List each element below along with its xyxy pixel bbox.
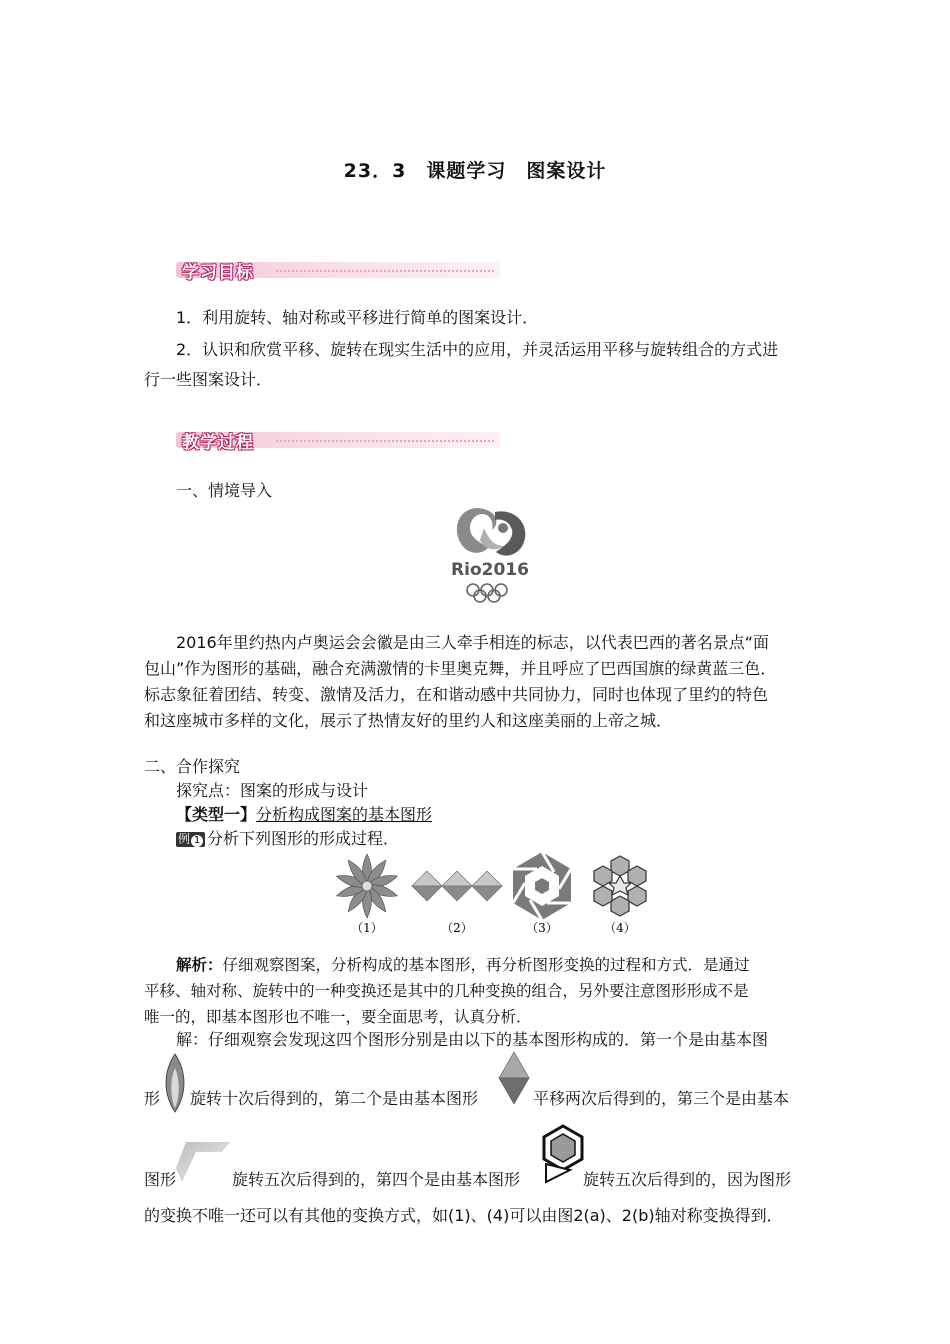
example-line	[176, 827, 776, 851]
solution-text: 平移两次后得到的，第三个是由基本	[533, 1089, 790, 1108]
diamond-basic-shape-icon	[497, 1050, 531, 1106]
paragraph-line: 包山”作为图形的基础，融合充满激情的卡里奥克舞，并且呼应了巴西国旗的绿黄蓝三色．	[144, 659, 777, 678]
section-banner-process	[176, 428, 500, 452]
paragraph-line: 2016年里约热内卢奥运会会徽是由三人牵手相连的标志，以代表巴西的著名景点“面	[176, 633, 770, 652]
petal-basic-shape-icon	[160, 1052, 190, 1114]
example-text: 分析下列图形的形成过程．	[207, 829, 400, 848]
analysis-block	[144, 952, 808, 1030]
section-label: 教学过程	[182, 433, 254, 453]
paragraph-line: 和这座城市多样的文化，展示了热情友好的里约人和这座美丽的上帝之城．	[144, 711, 673, 730]
goal-item-continued: 行一些图案设计．	[144, 370, 273, 389]
analysis-line: 唯一的，即基本图形也不唯一，要全面思考，认真分析．	[144, 1008, 532, 1026]
example-figures	[330, 852, 660, 942]
figure-4-hexagon-cluster-icon	[594, 856, 646, 916]
figure-2-diamonds-icon	[412, 871, 502, 901]
example-badge: 例 1	[176, 832, 205, 847]
solution-line: 解：仔细观察会发现这四个图形分别是由以下的基本图形构成的．第一个是由基本图	[176, 1030, 769, 1049]
figure-1-flower-icon	[335, 854, 399, 918]
solution-text: 旋转五次后得到的，第四个是由基本图形	[232, 1170, 521, 1189]
explore-point: 探究点：图案的形成与设计	[176, 781, 369, 800]
type-prefix: 【类型一】	[176, 805, 257, 824]
analysis-label: 解析：	[176, 956, 223, 974]
paragraph-line: 标志象征着团结、转变、激情及活力，在和谐动感中共同协力，同时也体现了里约的特色	[144, 685, 769, 704]
goal-item: 1．利用旋转、轴对称或平移进行简单的图案设计．	[176, 308, 539, 327]
rio-2016-logo	[440, 498, 540, 610]
type-heading	[176, 803, 776, 827]
solution-line: 的变换不唯一还可以有其他的变换方式，如(1)、(4)可以由图2(a)、2(b)轴对称变换得到．	[144, 1206, 783, 1225]
figure-caption: （4）	[604, 921, 636, 935]
figure-caption: （1）	[351, 921, 383, 935]
figure-caption: （2）	[441, 921, 473, 935]
section-banner-goals	[176, 258, 500, 282]
analysis-line: 平移、轴对称、旋转中的一种变换还是其中的几种变换的组合，另外要注意图形形成不是	[144, 982, 749, 1000]
figure-3-hexagon-rotation-icon	[513, 852, 571, 920]
rio-logo-text: Rio2016	[451, 560, 529, 580]
goals-block	[144, 306, 808, 392]
part1-paragraph	[144, 630, 808, 734]
goal-item: 2．认识和欣赏平移、旋转在现实生活中的应用，并灵活运用平移与旋转组合的方式进	[176, 340, 779, 359]
analysis-line: 仔细观察图案，分析构成的基本图形，再分析图形变换的过程和方式．是通过	[222, 956, 750, 974]
part1-heading: 一、情境导入	[176, 481, 273, 500]
section-label: 学习目标	[182, 263, 254, 283]
part2-heading: 二、合作探究	[144, 757, 241, 776]
solution-text: 形	[144, 1089, 161, 1108]
figure-caption: （3）	[526, 921, 558, 935]
hexagon-pointer-basic-shape-icon	[540, 1124, 586, 1184]
solution-text: 旋转十次后得到的，第二个是由基本图形	[190, 1089, 479, 1108]
solution-text: 图形	[144, 1170, 177, 1189]
type-title: 分析构成图案的基本图形	[256, 805, 433, 824]
solution-text: 旋转五次后得到的，因为图形	[583, 1170, 792, 1189]
rio-logo-icon	[440, 498, 540, 610]
chevron-basic-shape-icon	[176, 1138, 232, 1184]
page-title: 23．3 课题学习 图案设计	[343, 160, 607, 182]
figure-set	[330, 852, 660, 942]
